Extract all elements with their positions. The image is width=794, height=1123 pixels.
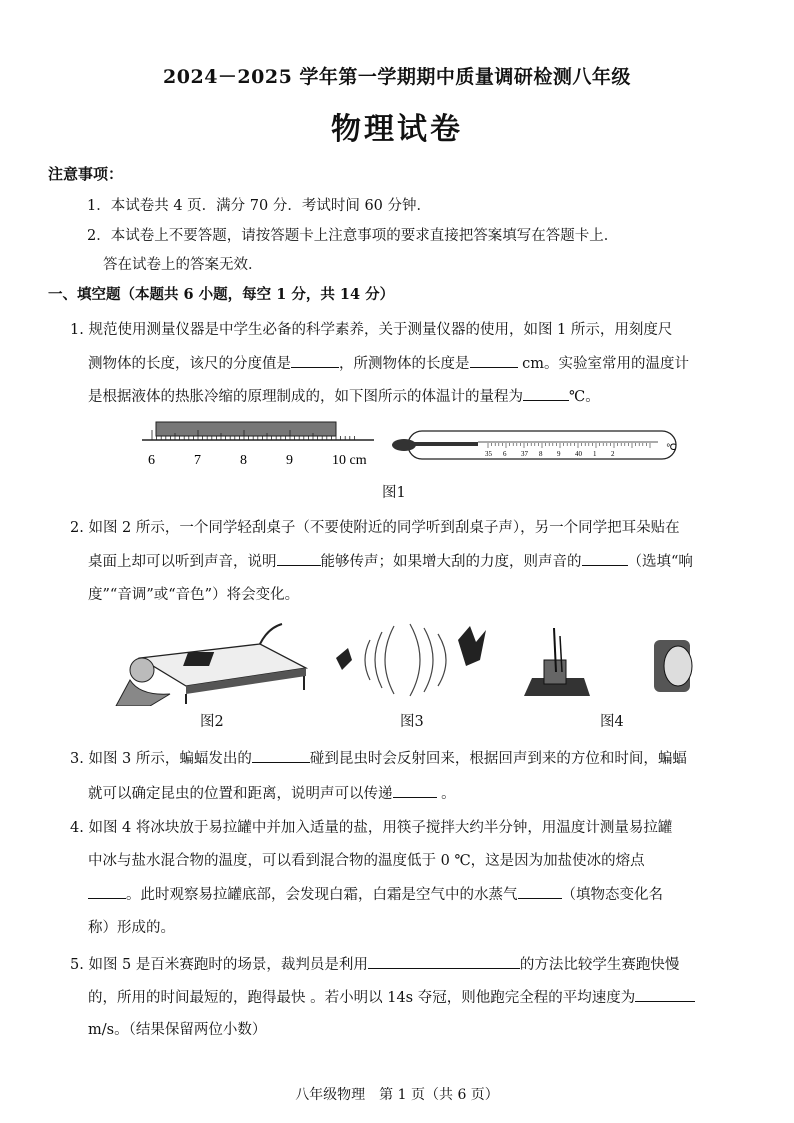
figure-caption-2: 图2 — [200, 714, 224, 730]
thermometer-label: 37 — [521, 450, 528, 458]
q1-text: 是根据液体的热胀冷缩的原理制成的，如下图所示的体温计的量程为 — [88, 389, 523, 405]
bat-echo-figure — [330, 620, 490, 702]
exam-subject-title: 物理试卷 — [331, 112, 463, 147]
notice-heading: 注意事项： — [48, 165, 124, 183]
q4-line-2: 中冰与盐水混合物的温度，可以看到混合物的温度低于 0 ℃，这是因为加盐使冰的熔点 — [88, 853, 645, 869]
answer-blank — [277, 551, 321, 566]
answer-blank — [523, 386, 569, 401]
answer-blank — [252, 748, 310, 763]
thermometer-label: 2 — [611, 450, 615, 458]
thermometer-label: 9 — [557, 450, 561, 458]
q2-text: 桌面上却可以听到声音，说明 — [88, 554, 277, 570]
answer-blank — [368, 954, 520, 969]
thermometer-figure — [388, 425, 688, 467]
q5-line-3: m/s。（结果保留两位小数） — [88, 1022, 267, 1038]
measured-object — [156, 422, 336, 436]
q2-line-2 — [88, 551, 693, 572]
book — [183, 652, 214, 666]
thermometer-unit: ℃ — [666, 442, 677, 452]
answer-blank — [518, 884, 562, 899]
answer-blank — [635, 987, 695, 1002]
answer-blank — [393, 783, 437, 798]
q4-text: 。此时观察易拉罐底部，会发现白霜，白霜是空气中的水蒸气 — [126, 887, 518, 903]
q3-line-2 — [88, 783, 456, 804]
thermometer-label: 6 — [503, 450, 507, 458]
q3-text: 。 — [441, 786, 456, 802]
q2-text: （选填“响 — [627, 554, 693, 570]
thermometer-bulb — [392, 439, 416, 451]
thermometer-label: 1 — [593, 450, 597, 458]
ruler-label: 6 — [148, 453, 155, 468]
q2-text: 能够传声；如果增大刮的力度，则声音的 — [320, 554, 582, 570]
answer-blank — [291, 353, 339, 368]
answer-blank — [88, 884, 126, 899]
q2-line-3: 度”“音调”或“音色”）将会变化。 — [88, 587, 300, 603]
student-head — [130, 658, 154, 682]
figure-caption-4: 图4 — [600, 714, 624, 730]
q4-line-1: 4. 如图 4 将冰块放于易拉罐中并加入适量的盐，用筷子搅拌大约半分钟，用温度计测量易拉罐 — [70, 820, 673, 836]
thermometer-label: 40 — [575, 450, 582, 458]
q4-text: （填物态变化名 — [561, 887, 663, 903]
q5-text: 5. 如图 5 是百米赛跑时的场景，裁判员是利用 — [70, 957, 368, 973]
answer-blank — [470, 353, 518, 368]
thermometer-label: 8 — [539, 450, 543, 458]
q5-text: 的方法比较学生赛跑快慢 — [519, 957, 680, 973]
q1-line-1: 1. 规范使用测量仪器是中学生必备的科学素养，关于测量仪器的使用，如图 1 所示，用刻度尺 — [70, 322, 673, 338]
answer-blank — [582, 551, 628, 566]
q3-text: 3. 如图 3 所示，蝙蝠发出的 — [70, 751, 252, 767]
figure-caption-1: 图1 — [382, 485, 406, 501]
ruler-labels — [148, 453, 367, 468]
q5-line-1 — [70, 954, 679, 975]
q1-line-3 — [88, 386, 600, 407]
ruler-label: 10 cm — [332, 453, 367, 468]
mercury-column — [414, 442, 478, 446]
q3-text: 就可以确定昆虫的位置和距离，说明声可以传递 — [88, 786, 393, 802]
notice-item-2: 2．本试卷上不要答题，请按答题卡上注意事项的要求直接把答案填写在答题卡上． — [87, 228, 619, 244]
can-bottom-frost — [664, 646, 692, 686]
insect-icon — [336, 648, 352, 670]
q1-text: 测物体的长度，该尺的分度值是 — [88, 356, 291, 372]
ruler-label: 9 — [286, 453, 293, 468]
student-body — [116, 680, 170, 706]
exam-header-title: 2024－2025 学年第一学期期中质量调研检测八年级 — [163, 66, 631, 88]
ruler-label: 7 — [194, 453, 201, 468]
q4-line-3 — [88, 884, 663, 905]
thermometer-label: 35 — [485, 450, 492, 458]
q1-text: ℃。 — [569, 389, 600, 405]
q4-line-4: 称）形成的。 — [88, 920, 175, 936]
ice-can-figure — [520, 626, 600, 706]
sound-waves — [365, 624, 446, 696]
q3-text: 碰到昆虫时会反射回来，根据回声到来的方位和时间，蝙蝠 — [309, 751, 687, 767]
bat-icon — [458, 626, 486, 666]
notice-item-1: 1．本试卷共 4 页．满分 70 分．考试时间 60 分钟． — [87, 198, 432, 214]
desk-figure — [110, 614, 310, 706]
section-heading: 一、填空题（本题共 6 小题，每空 1 分，共 14 分） — [48, 286, 395, 303]
scratching-hand — [260, 624, 282, 644]
q5-text: 的，所用的时间最短的，跑得最快 。若小明以 14s 夺冠，则他跑完全程的平均速度为 — [88, 990, 636, 1006]
q3-line-1 — [70, 748, 687, 769]
ruler-figure — [138, 418, 378, 474]
notice-item-2-cont: 答在试卷上的答案无效． — [103, 257, 263, 273]
ruler-label: 8 — [240, 453, 247, 468]
figure-caption-3: 图3 — [400, 714, 424, 730]
q1-text: ，所测物体的长度是 — [339, 356, 470, 372]
page-footer: 八年级物理 第 1 页（共 6 页） — [295, 1087, 499, 1103]
q1-text: cm。实验室常用的温度计 — [522, 356, 689, 372]
q5-line-2 — [88, 987, 695, 1008]
q1-line-2 — [88, 353, 689, 374]
can-bottom-figure — [652, 636, 696, 696]
q2-line-1: 2. 如图 2 所示，一个同学轻刮桌子（不要使附近的同学听到刮桌子声），另一个同学把耳朵贴在 — [70, 520, 680, 536]
